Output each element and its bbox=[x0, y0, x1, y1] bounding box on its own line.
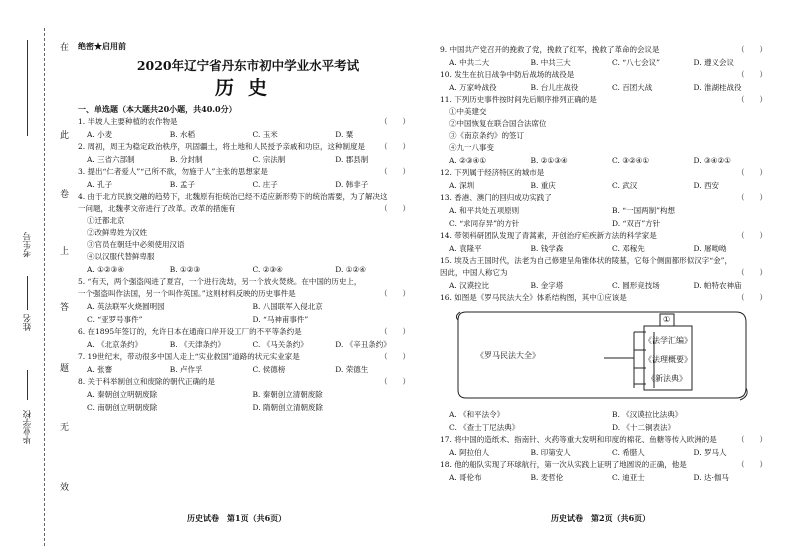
name-label: 姓名 bbox=[23, 314, 33, 331]
answer-blank: （ ） bbox=[737, 168, 767, 177]
roman-law-diagram bbox=[454, 306, 775, 404]
answer-option: C. “亚罗号事件” bbox=[87, 314, 143, 324]
answer-option: A. 和平共处五项原则 bbox=[449, 206, 520, 215]
answer-blank: （ ） bbox=[380, 166, 410, 176]
question bbox=[440, 255, 775, 292]
question-text: 一个强盗叫作法国，另一个叫作英国。”这则材料反映的历史事件是 bbox=[78, 288, 296, 298]
option-row bbox=[78, 388, 418, 401]
answer-option: B. “一国两制”构想 bbox=[612, 206, 675, 215]
answer-option: C. 《查士丁尼法典》 bbox=[449, 423, 520, 432]
diagram-item-2: 《法理概要》 bbox=[644, 355, 692, 364]
question-stem bbox=[440, 230, 775, 242]
answer-blank: （ ） bbox=[380, 351, 410, 361]
answer-option: A. 汉谟拉比 bbox=[449, 281, 490, 290]
answer-option: C. “求同存异”的方针 bbox=[449, 219, 520, 228]
question-text: 15. 埃及古王国时代，法老为自己修建呈角锥体状的陵墓，它每个侧面都形似汉字“金”， bbox=[440, 256, 732, 265]
option-row bbox=[440, 408, 775, 421]
answer-option: D. ①②④ bbox=[335, 264, 366, 274]
question-list-right bbox=[440, 44, 775, 484]
answer-option: B. 金字塔 bbox=[530, 281, 564, 290]
answer-option: B. 分封制 bbox=[169, 154, 203, 164]
option-row bbox=[440, 471, 775, 484]
option-row bbox=[78, 363, 418, 376]
answer-option: A. 三省六部制 bbox=[87, 154, 135, 164]
statement-item: ②改鲜卑姓为汉姓 bbox=[87, 227, 147, 237]
answer-option: A. 张謇 bbox=[87, 364, 113, 374]
question-text: 13. 香港、澳门的回归成功实践了 bbox=[440, 193, 552, 202]
exam-title: 2020年辽宁省丹东市初中学业水平考试 bbox=[136, 58, 360, 73]
subject-title: 历史 bbox=[214, 76, 281, 99]
answer-option: A. 万家岭战役 bbox=[449, 83, 497, 92]
answer-option: D. 达·伽马 bbox=[693, 473, 729, 482]
answer-option: B. 孟子 bbox=[169, 179, 196, 189]
answer-option: A. 深圳 bbox=[449, 181, 475, 190]
diagram-item-3: 《新法典》 bbox=[647, 374, 687, 383]
question-text: 7. 19世纪末，带动很多中国人走上“实业救国”道路的状元实业家是 bbox=[78, 351, 300, 361]
page-1 bbox=[78, 42, 418, 414]
answer-option: A. 秦朝创立明朝废除 bbox=[87, 389, 158, 399]
answer-option: C. 《马关条约》 bbox=[252, 339, 308, 349]
option-row bbox=[78, 401, 418, 414]
answer-option: C. 侯德榜 bbox=[252, 364, 286, 374]
answer-option: A. ②③④① bbox=[449, 156, 487, 165]
statement-item: ④以汉服代替鲜卑服 bbox=[87, 251, 155, 261]
answer-option: C. 庄子 bbox=[252, 179, 278, 189]
answer-blank: （ ） bbox=[380, 141, 410, 151]
statement-item: ④九一八事变 bbox=[449, 143, 494, 152]
answer-option: C. 圆形竞技场 bbox=[612, 281, 660, 290]
question bbox=[440, 44, 775, 69]
answer-blank: （ ） bbox=[380, 326, 410, 336]
statement-item: ②中国恢复在联合国合法席位 bbox=[449, 119, 547, 128]
option-row bbox=[440, 56, 775, 69]
answer-option: D. 荣德生 bbox=[335, 364, 369, 374]
question-text: 12. 下列属于经济特区的城市是 bbox=[440, 168, 545, 177]
margin-char: 此 bbox=[60, 131, 70, 141]
margin-char: 题 bbox=[60, 364, 70, 374]
question bbox=[440, 94, 775, 167]
question bbox=[78, 276, 418, 326]
question-text: 1. 半坡人主要种植的农作物是 bbox=[78, 116, 178, 126]
diagram-circle-blank: ① bbox=[663, 315, 671, 324]
question-stem bbox=[440, 255, 775, 267]
answer-option: B. 钱学森 bbox=[530, 244, 564, 253]
option-row bbox=[440, 204, 775, 217]
answer-option: D. 西安 bbox=[693, 181, 720, 190]
answer-option: A. ①②③④ bbox=[87, 264, 125, 274]
answer-option: C. ③②④① bbox=[612, 156, 650, 165]
page-2 bbox=[440, 44, 775, 484]
answer-option: D. 屠呦呦 bbox=[693, 244, 727, 253]
question-text: 11. 下列历史事件按时间先后顺序排列正确的是 bbox=[440, 95, 597, 104]
answer-option: C. 宗法制 bbox=[252, 154, 286, 164]
question-text: 18. 他的船队实现了环球航行，第一次从实践上证明了地圆说的正确，他是 bbox=[440, 460, 687, 469]
question-stem bbox=[78, 288, 418, 300]
question-stem bbox=[78, 276, 418, 288]
footer-page-1: 历史试卷 第1页（共6页） bbox=[187, 513, 287, 523]
answer-option: A. 孔子 bbox=[87, 179, 113, 189]
question-stem bbox=[440, 292, 775, 304]
question-stem bbox=[78, 326, 418, 338]
answer-blank: （ ） bbox=[737, 231, 767, 240]
option-row bbox=[440, 421, 775, 434]
question-stem bbox=[78, 351, 418, 363]
question-stem bbox=[440, 44, 775, 56]
answer-option: D. ③④②① bbox=[693, 156, 731, 165]
school-line bbox=[27, 370, 28, 400]
answer-blank: （ ） bbox=[380, 116, 410, 126]
answer-option: D. 淮湖桂战役 bbox=[693, 83, 742, 92]
answer-option: B. 秦朝创立清朝废除 bbox=[252, 389, 323, 399]
answer-option: B. ①②③ bbox=[169, 264, 201, 274]
question bbox=[78, 351, 418, 376]
question-stem bbox=[78, 116, 418, 128]
question-text: 3. 提出“仁者爱人”“己所不欲，勿施于人”主张的思想家是 bbox=[78, 166, 268, 176]
diagram-root-label: 《罗马民法大全》 bbox=[476, 351, 540, 360]
question-stem bbox=[440, 69, 775, 81]
question-stem bbox=[78, 166, 418, 178]
answer-option: D. 遵义会议 bbox=[693, 58, 735, 67]
option-row bbox=[78, 263, 418, 276]
question bbox=[78, 376, 418, 414]
answer-option: A. 袁隆平 bbox=[449, 244, 482, 253]
margin-char: 答 bbox=[60, 303, 70, 313]
school-label: 毕业学校 bbox=[23, 410, 33, 444]
question-text: 9. 中国共产党召开的挽救了党，挽救了红军，挽救了革命的会议是 bbox=[440, 45, 660, 54]
answer-option: C. 迪亚士 bbox=[612, 473, 645, 482]
question bbox=[440, 69, 775, 94]
answer-option: A. 阿拉伯人 bbox=[449, 448, 490, 457]
question bbox=[78, 141, 418, 166]
option-row bbox=[78, 178, 418, 191]
answer-option: C. 南朝创立明朝废除 bbox=[87, 402, 158, 412]
answer-option: C. 武汉 bbox=[612, 181, 638, 190]
answer-option: B. 《汉谟拉比法典》 bbox=[612, 410, 683, 419]
question-text: 14. 带领科研团队发现了青蒿素，开创治疗疟疾新方法的科学家是 bbox=[440, 231, 657, 240]
answer-option: D. 韩非子 bbox=[335, 179, 369, 189]
answer-blank: （ ） bbox=[737, 95, 767, 104]
diagram-item-1: 《法学汇编》 bbox=[644, 336, 692, 345]
name-line bbox=[27, 276, 28, 310]
answer-option: D. 帕特农神庙 bbox=[693, 281, 742, 290]
question bbox=[78, 326, 418, 351]
question bbox=[440, 167, 775, 192]
answer-option: D. 《辛丑条约》 bbox=[335, 339, 391, 349]
question-text: 2. 周初，周王为稳定政治秩序，巩固疆土，将土地和人民授予亲戚和功臣，这种制度是 bbox=[78, 141, 366, 151]
question bbox=[440, 230, 775, 255]
question bbox=[440, 192, 775, 230]
answer-blank: （ ） bbox=[737, 193, 767, 202]
answer-blank: （ ） bbox=[380, 203, 410, 213]
answer-option: C. 邓稼先 bbox=[612, 244, 645, 253]
answer-option: D. 粟 bbox=[335, 129, 354, 139]
answer-option: A. 英法联军火烧圆明园 bbox=[87, 301, 165, 311]
margin-char: 无 bbox=[60, 423, 70, 433]
answer-option: B. 水稻 bbox=[169, 129, 196, 139]
answer-option: A. 《和平法令》 bbox=[449, 410, 505, 419]
option-row bbox=[78, 338, 418, 351]
answer-option: B. 八国联军入侵北京 bbox=[252, 301, 323, 311]
option-row bbox=[440, 154, 775, 167]
answer-blank: （ ） bbox=[737, 460, 767, 469]
answer-option: C. “八七会议” bbox=[612, 58, 660, 67]
question bbox=[78, 166, 418, 191]
answer-option: B. 重庆 bbox=[530, 181, 556, 190]
option-row bbox=[440, 217, 775, 230]
question-text: 16. 如图是《罗马民法大全》体系结构图，其中①应该是 bbox=[440, 293, 627, 302]
question-stem bbox=[440, 167, 775, 179]
question-text: 4. 由于北方民族交融的趋势下，北魏原有拒统治已经不适应新形势下的统治需要，为了解决这 bbox=[78, 191, 388, 201]
answer-option: B. 卢作孚 bbox=[169, 364, 203, 374]
answer-option: A. 哥伦布 bbox=[449, 473, 482, 482]
answer-option: C. 百团大战 bbox=[612, 83, 653, 92]
fold-line bbox=[44, 28, 45, 546]
question bbox=[440, 459, 775, 484]
answer-option: B. 印第安人 bbox=[530, 448, 571, 457]
answer-option: B. 中共三大 bbox=[530, 58, 571, 67]
question-text: 5. “有天，两个强盗闯进了夏宫，一个进行洗劫，另一个放火焚烧。在中国的历史上， bbox=[78, 276, 362, 286]
answer-option: A. 小麦 bbox=[87, 129, 113, 139]
answer-blank: （ ） bbox=[737, 293, 767, 302]
question-stem bbox=[78, 191, 418, 203]
question-stem bbox=[440, 94, 775, 106]
statement-item: ③官员在朝廷中必须使用汉语 bbox=[87, 239, 185, 249]
answer-option: B. 台儿庄战役 bbox=[530, 83, 579, 92]
question-stem bbox=[78, 141, 418, 153]
exam-no-label: 考生号 bbox=[23, 232, 33, 258]
margin-char: 卷 bbox=[60, 190, 70, 200]
answer-blank: （ ） bbox=[380, 376, 410, 386]
answer-option: C. 玉米 bbox=[252, 129, 278, 139]
question-stem bbox=[440, 267, 775, 279]
margin-char: 在 bbox=[60, 43, 70, 53]
answer-blank: （ ） bbox=[737, 45, 767, 54]
answer-blank: （ ） bbox=[380, 288, 410, 298]
question-stem bbox=[78, 376, 418, 388]
question bbox=[440, 292, 775, 434]
answer-option: D. “双百”方针 bbox=[612, 219, 661, 228]
question-stem bbox=[440, 459, 775, 471]
answer-option: C. ②③④ bbox=[252, 264, 283, 274]
question-stem bbox=[440, 434, 775, 446]
answer-option: A. 中共二大 bbox=[449, 58, 490, 67]
option-row bbox=[440, 446, 775, 459]
question-text: 一问题，北魏孝文帝进行了改革。改革的措施有 bbox=[78, 203, 236, 213]
answer-option: B. ②①③④ bbox=[530, 156, 568, 165]
option-row bbox=[440, 242, 775, 255]
answer-blank: （ ） bbox=[737, 435, 767, 444]
option-row bbox=[78, 313, 418, 326]
question-text: 6. 在1895年签订的，允许日本在通商口岸开设工厂的不平等条约是 bbox=[78, 326, 302, 336]
secret-label: 绝密★启用前 bbox=[78, 41, 126, 51]
answer-option: D. 郡县制 bbox=[335, 154, 369, 164]
option-row bbox=[78, 128, 418, 141]
statement-item: ③《南京条约》的签订 bbox=[449, 131, 524, 140]
section-heading: 一、单选题（本大题共20小题，共40.0分） bbox=[78, 103, 237, 114]
question bbox=[78, 191, 418, 276]
answer-blank: （ ） bbox=[737, 70, 767, 79]
answer-option: D. “马神甫事件” bbox=[252, 314, 309, 324]
footer-page-2: 历史试卷 第2页（共6页） bbox=[551, 513, 651, 523]
option-row bbox=[440, 81, 775, 94]
margin-char: 上 bbox=[60, 247, 70, 257]
answer-option: D. 罗马人 bbox=[693, 448, 727, 457]
question bbox=[78, 116, 418, 141]
answer-option: D. 隋朝创立清朝废除 bbox=[252, 402, 324, 412]
answer-option: B. 麦哲伦 bbox=[530, 473, 564, 482]
margin-char: 效 bbox=[60, 483, 70, 493]
statement-item: ①迁都北京 bbox=[87, 215, 125, 225]
answer-option: B. 《天津条约》 bbox=[169, 339, 226, 349]
option-row bbox=[440, 179, 775, 192]
answer-option: C. 希腊人 bbox=[612, 448, 645, 457]
question-stem bbox=[78, 203, 418, 215]
option-row bbox=[78, 153, 418, 166]
answer-option: A. 《北京条约》 bbox=[87, 339, 143, 349]
question-list-left bbox=[78, 116, 418, 414]
answer-option: D. 《十二铜表法》 bbox=[612, 423, 676, 432]
exam-no-line bbox=[27, 40, 28, 136]
question bbox=[440, 434, 775, 459]
question-text: 因此，中国人称它为 bbox=[440, 268, 508, 277]
question-stem bbox=[440, 192, 775, 204]
question-text: 17. 将中国的造纸术、指南针、火药等重大发明和印度的棉花、鱼糖等传入欧洲的是 bbox=[440, 435, 717, 444]
question-text: 8. 关于科举制创立和废除的朝代正确的是 bbox=[78, 376, 216, 386]
question-text: 10. 发生在抗日战争中防后战场的战役是 bbox=[440, 70, 575, 79]
statement-item: ①中美建交 bbox=[449, 107, 487, 116]
option-row bbox=[440, 279, 775, 292]
option-row bbox=[78, 300, 418, 313]
answer-blank: （ ） bbox=[737, 268, 767, 277]
